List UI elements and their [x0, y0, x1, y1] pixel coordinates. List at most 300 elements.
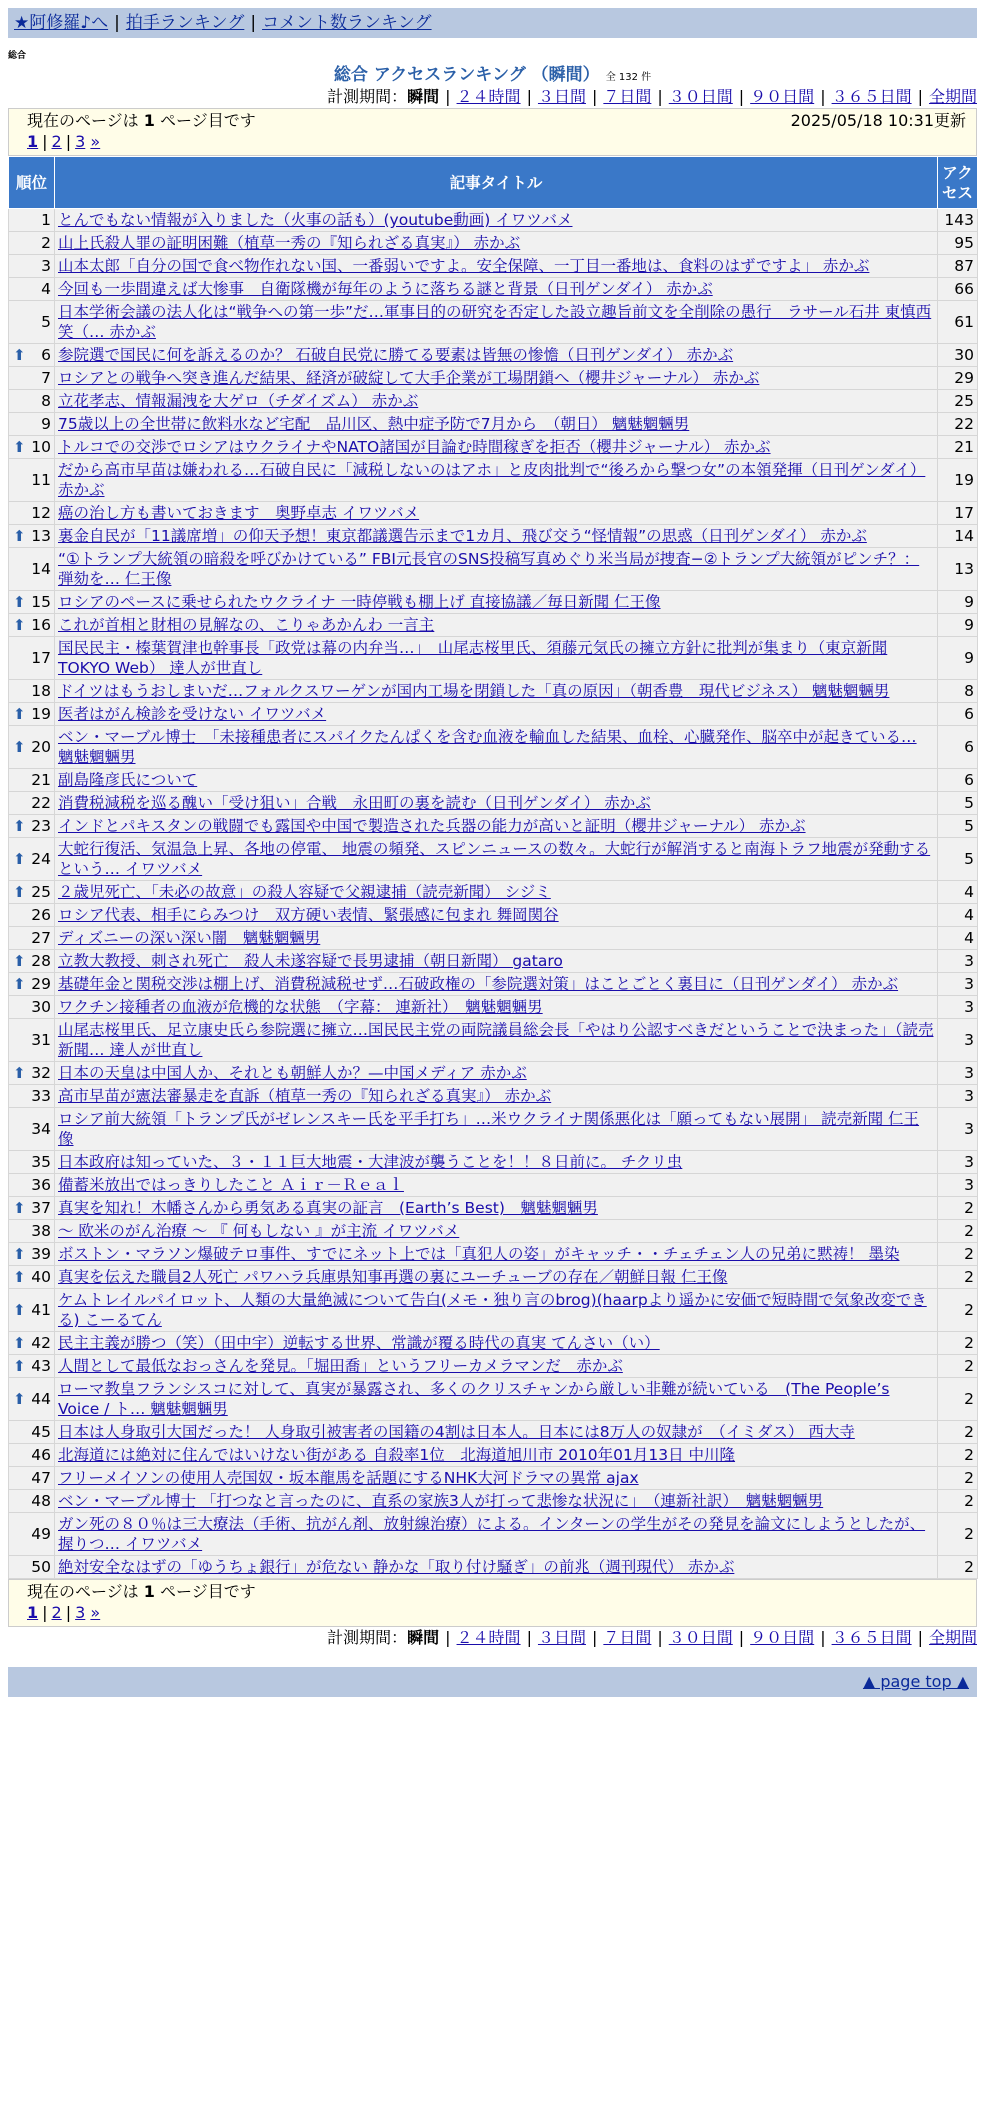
table-row	[9, 232, 978, 255]
pager-separator: |	[42, 132, 48, 151]
rank-number: 47	[31, 1469, 51, 1487]
table-row	[9, 525, 978, 548]
title-cell	[55, 1220, 938, 1243]
rank-number: 27	[31, 929, 51, 947]
up-arrow-icon: ⬆	[13, 346, 26, 364]
table-row	[9, 548, 978, 591]
article-link[interactable]: “①トランプ大統領の暗殺を呼びかけている” FBI元長官のSNS投稿写真めぐり米当局が捜査−②トランプ大統領がピンチ？：弾劾を… 仁王像	[58, 550, 920, 588]
title-cell	[55, 1355, 938, 1378]
title-cell	[55, 927, 938, 950]
rank-cell	[9, 367, 55, 390]
rank-cell	[9, 1243, 55, 1266]
rank-number: 29	[31, 975, 51, 993]
period-label: 計測期間：	[327, 87, 408, 106]
article-link[interactable]: 医者はがん検診を受けない イワツバメ	[58, 705, 327, 723]
rank-cell	[9, 1378, 55, 1421]
article-link[interactable]: 大蛇行復活、気温急上昇、各地の停電、 地震の頻発、スピンニュースの数々。大蛇行が解消すると南海トラフ地震が発動するという… イワツバメ	[58, 840, 931, 878]
period-separator: |	[445, 1628, 451, 1647]
rank-cell	[9, 344, 55, 367]
table-row	[9, 344, 978, 367]
title-cell	[55, 459, 938, 502]
rank-number: 26	[31, 906, 51, 924]
page-links-bottom	[27, 1602, 966, 1624]
title-cell	[55, 1332, 938, 1355]
rank-number: 21	[31, 771, 51, 789]
home-link[interactable]: ★阿修羅♪へ	[14, 13, 109, 33]
rank-number: 22	[31, 794, 51, 812]
title-cell	[55, 1151, 938, 1174]
table-row	[9, 1174, 978, 1197]
page-link-2[interactable]: 2	[51, 132, 62, 151]
pager-separator: |	[42, 1603, 48, 1622]
rank-cell	[9, 255, 55, 278]
rank-number: 1	[41, 211, 51, 229]
rank-number: 13	[31, 527, 51, 545]
up-arrow-icon: ⬆	[13, 1064, 26, 1082]
clap-ranking-link[interactable]: 拍手ランキング	[125, 13, 245, 33]
up-arrow-icon: ⬆	[13, 975, 26, 993]
access-count: 2	[938, 1332, 978, 1355]
title-cell	[55, 680, 938, 703]
article-link[interactable]: 日本は人身取引大国だった！ 人身取引被害者の国籍の4割は日本人。日本には8万人の奴隷が （イミダス） 西大寺	[58, 1423, 855, 1441]
title-cell	[55, 950, 938, 973]
article-link[interactable]: 日本の天皇は中国人か、それとも朝鮮人か？—中国メディア 赤かぶ	[58, 1064, 527, 1082]
title-cell	[55, 881, 938, 904]
current-page-text-bottom: 現在のページは 1 ページ目です	[27, 1582, 256, 1601]
article-link[interactable]: だから高市早苗は嫌われる…石破自民に「減税しないのはアホ」と皮肉批判で“後ろから撃つ女”の本領発揮（日刊ゲンダイ） 赤かぶ	[58, 461, 926, 499]
table-row	[9, 1332, 978, 1355]
table-row	[9, 278, 978, 301]
page-link-2[interactable]: 2	[51, 1603, 62, 1622]
table-row	[9, 1151, 978, 1174]
period-link[interactable]: ９０日間	[750, 1628, 815, 1647]
up-arrow-icon: ⬆	[13, 952, 26, 970]
rank-number: 5	[41, 313, 51, 331]
title-cell	[55, 1421, 938, 1444]
title-cell	[55, 703, 938, 726]
rank-cell	[9, 209, 55, 232]
rank-number: 35	[31, 1153, 51, 1171]
next-page-link[interactable]: »	[90, 132, 101, 151]
current-page-text: 現在のページは 1 ページ目です	[27, 111, 256, 130]
comment-ranking-link[interactable]: コメント数ランキング	[262, 13, 432, 33]
article-link[interactable]: ロシアとの戦争へ突き進んだ結果、経済が破綻して大手企業が工場閉鎖へ（櫻井ジャーナル） 赤かぶ	[58, 369, 760, 387]
access-count: 6	[938, 726, 978, 769]
article-link[interactable]: 山尾志桜里氏、足立康史氏ら参院選に擁立…国民民主党の両院議員総会長「やはり公認すべきだということで決まった」（読売新聞… 達人が世直し	[58, 1021, 934, 1059]
rank-number: 8	[41, 392, 51, 410]
up-arrow-icon: ⬆	[13, 738, 26, 756]
table-row	[9, 815, 978, 838]
title-cell	[55, 1490, 938, 1513]
title-cell	[55, 1289, 938, 1332]
access-count: 25	[938, 390, 978, 413]
rank-cell	[9, 548, 55, 591]
title-column-header: 記事タイトル	[55, 157, 938, 209]
table-row	[9, 1019, 978, 1062]
title-cell	[55, 1243, 938, 1266]
rank-cell	[9, 1266, 55, 1289]
period-current: 瞬間	[407, 1628, 440, 1647]
rank-number: 39	[31, 1245, 51, 1263]
article-link[interactable]: ワクチン接種者の血液が危機的な状態 （字幕： 連新社） 魑魅魍魎男	[58, 998, 543, 1016]
pager-separator: |	[65, 1603, 72, 1622]
rank-cell	[9, 1490, 55, 1513]
title-cell	[55, 769, 938, 792]
rank-number: 45	[31, 1423, 51, 1441]
article-link[interactable]: インドとパキスタンの戦闘でも露国や中国で製造された兵器の能力が高いと証明（櫻井ジャーナル） 赤かぶ	[58, 817, 806, 835]
nav-separator: |	[250, 13, 257, 33]
table-row	[9, 996, 978, 1019]
rank-number: 6	[41, 346, 51, 364]
rank-cell	[9, 680, 55, 703]
article-link[interactable]: ドイツはもうおしまいだ…フォルクスワーゲンが国内工場を閉鎖した「真の原因」（朝香豊 現代ビジネス） 魑魅魍魎男	[58, 682, 890, 700]
access-count: 14	[938, 525, 978, 548]
article-link[interactable]: 立教大教授、刺され死亡 殺人未遂容疑で長男逮捕（朝日新聞） gataro	[58, 952, 563, 970]
rank-cell	[9, 973, 55, 996]
rank-number: 36	[31, 1176, 51, 1194]
up-arrow-icon: ⬆	[13, 850, 26, 868]
table-row	[9, 927, 978, 950]
rank-cell	[9, 614, 55, 637]
page-link-1[interactable]: 1	[27, 1603, 39, 1622]
title-cell	[55, 232, 938, 255]
rank-cell	[9, 1332, 55, 1355]
rank-cell	[9, 1513, 55, 1556]
article-link[interactable]: ロシア前大統領「トランプ氏がゼレンスキー氏を平手打ち」…米ウクライナ関係悪化は「願ってもない展開」 読売新聞 仁王像	[58, 1110, 920, 1148]
rank-cell	[9, 1289, 55, 1332]
rank-number: 31	[31, 1031, 51, 1049]
article-link[interactable]: 〜 欧米のがん治療 〜 『 何もしない 』が主流 イワツバメ	[58, 1222, 460, 1240]
access-count: 3	[938, 950, 978, 973]
article-link[interactable]: 消費税減税を巡る醜い「受け狙い」合戦 永田町の裏を読む（日刊ゲンダイ） 赤かぶ	[58, 794, 651, 812]
title-cell	[55, 1174, 938, 1197]
article-link[interactable]: ２歳児死亡、「未必の故意」の殺人容疑で父親逮捕（読売新聞） シジミ	[58, 883, 551, 901]
rank-number: 19	[31, 705, 51, 723]
rank-cell	[9, 1421, 55, 1444]
access-count: 13	[938, 548, 978, 591]
rank-cell	[9, 838, 55, 881]
period-link[interactable]: ９０日間	[750, 87, 815, 106]
rank-number: 7	[41, 369, 51, 387]
page-title-text: 総合 アクセスランキング （瞬間）	[333, 65, 600, 85]
access-count: 3	[938, 973, 978, 996]
access-count: 143	[938, 209, 978, 232]
rank-cell	[9, 1174, 55, 1197]
title-cell	[55, 591, 938, 614]
article-link[interactable]: ローマ教皇フランシスコに対して、真実が暴露され、多くのクリスチャンから厳しい非難が続いている (The People’s Voice / ト… 魑魅魍魎男	[58, 1380, 890, 1418]
article-link[interactable]: これが首相と財相の見解なの、こりゃあかんわ 一言主	[58, 616, 435, 634]
access-count: 9	[938, 591, 978, 614]
rank-number: 10	[31, 438, 51, 456]
access-count: 2	[938, 1197, 978, 1220]
article-link[interactable]: ベン・マーブル博士 「未接種患者にスパイクたんぱくを含む血液を輸血した結果、血栓、心臓発作、脳卒中が起きている… 魑魅魍魎男	[58, 728, 917, 766]
article-link[interactable]: 今回も一歩間違えば大惨事 自衛隊機が毎年のように落ちる謎と背景（日刊ゲンダイ） 赤かぶ	[58, 280, 713, 298]
table-row	[9, 1355, 978, 1378]
up-arrow-icon: ⬆	[13, 438, 26, 456]
table-row	[9, 459, 978, 502]
period-link[interactable]: ２４時間	[456, 87, 521, 106]
access-count: 9	[938, 637, 978, 680]
article-link[interactable]: 立花孝志、情報漏洩を大ゲロ（チダイズム） 赤かぶ	[58, 392, 419, 410]
title-cell	[55, 548, 938, 591]
article-link[interactable]: ケムトレイルパイロット、人類の大量絶滅について告白(メモ・独り言のbrog)(haarpより遥かに安価で短時間で気象改変できる) こーるてん	[58, 1291, 927, 1329]
table-row	[9, 703, 978, 726]
rank-cell	[9, 413, 55, 436]
access-count: 3	[938, 1085, 978, 1108]
access-count: 2	[938, 1243, 978, 1266]
page-link-3[interactable]: 3	[75, 1603, 86, 1622]
title-cell	[55, 815, 938, 838]
rank-cell	[9, 1444, 55, 1467]
title-cell	[55, 838, 938, 881]
article-link[interactable]: 民主主義が勝つ（笑）（田中宇）逆転する世界、常識が覆る時代の真実 てんさい（い）	[58, 1334, 660, 1352]
article-link[interactable]: ロシア代表、相手にらみつけ 双方硬い表情、緊張感に包まれ 舞岡関谷	[58, 906, 559, 924]
period-current: 瞬間	[407, 87, 440, 106]
ranking-table	[8, 156, 978, 1579]
rank-number: 40	[31, 1268, 51, 1286]
up-arrow-icon: ⬆	[13, 817, 26, 835]
rank-cell	[9, 1062, 55, 1085]
up-arrow-icon: ⬆	[13, 1357, 26, 1375]
period-separator: |	[738, 1628, 745, 1647]
article-link[interactable]: 人間として最低なおっさんを発見。「堀田喬」というフリーカメラマンだ 赤かぶ	[58, 1357, 623, 1375]
title-cell	[55, 255, 938, 278]
top-nav	[8, 8, 977, 38]
title-cell	[55, 726, 938, 769]
article-link[interactable]: トルコでの交渉でロシアはウクライナやNATO諸国が目論む時間稼ぎを拒否（櫻井ジャーナル） 赤かぶ	[58, 438, 771, 456]
up-arrow-icon: ⬆	[13, 705, 26, 723]
table-header-row	[9, 157, 978, 209]
period-selector-bottom	[8, 1627, 977, 1649]
article-link[interactable]: 絶対安全なはずの「ゆうちょ銀行」が危ない 静かな「取り付け騒ぎ」の前兆（週刊現代） 赤かぶ	[58, 1558, 735, 1576]
article-link[interactable]: 癌の治し方も書いておきます 奥野卓志 イワツバメ	[58, 504, 420, 522]
access-count: 4	[938, 927, 978, 950]
article-link[interactable]: 副島隆彦氏について	[58, 771, 198, 789]
access-count: 3	[938, 1151, 978, 1174]
table-row	[9, 1513, 978, 1556]
rank-cell	[9, 1108, 55, 1151]
rank-cell	[9, 502, 55, 525]
article-link[interactable]: 山本太郎「自分の国で食べ物作れない国、一番弱いですよ。安全保障、一丁目一番地は、食料のはずですよ」 赤かぶ	[58, 257, 870, 275]
period-link[interactable]: 全期間	[928, 87, 977, 106]
table-row	[9, 255, 978, 278]
article-link[interactable]: ベン・マーブル博士 「打つなと言ったのに、直系の家族3人が打って悲惨な状況に」 （連新社訳） 魑魅魍魎男	[58, 1492, 824, 1510]
article-link[interactable]: ロシアのペースに乗せられたウクライナ 一時停戦も棚上げ 直接協議／毎日新聞 仁王像	[58, 593, 661, 611]
rank-number: 17	[31, 649, 51, 667]
rank-number: 16	[31, 616, 51, 634]
rank-cell	[9, 792, 55, 815]
article-link[interactable]: 備蓄米放出ではっきりしたこと Ａｉｒ－Ｒｅａｌ	[58, 1176, 404, 1194]
rank-number: 37	[31, 1199, 51, 1217]
rank-number: 32	[31, 1064, 51, 1082]
table-row	[9, 726, 978, 769]
rank-cell	[9, 1355, 55, 1378]
access-count: 5	[938, 838, 978, 881]
rank-number: 18	[31, 682, 51, 700]
title-cell	[55, 390, 938, 413]
table-row	[9, 1266, 978, 1289]
article-link[interactable]: 裏金自民が「11議席増」の仰天予想！東京都議選告示まで1カ月、飛び交う“怪情報”の思惑（日刊ゲンダイ） 赤かぶ	[58, 527, 867, 545]
access-count: 29	[938, 367, 978, 390]
table-row	[9, 1378, 978, 1421]
rank-number: 49	[31, 1525, 51, 1543]
article-link[interactable]: 75歳以上の全世帯に飲料水など宅配 品川区、熱中症予防で7月から （朝日） 魑魅魍魎男	[58, 415, 690, 433]
table-row	[9, 881, 978, 904]
rank-number: 48	[31, 1492, 51, 1510]
up-arrow-icon: ⬆	[13, 593, 26, 611]
title-cell	[55, 301, 938, 344]
table-row	[9, 904, 978, 927]
article-link[interactable]: 真実を知れ！木幡さんから勇気ある真実の証言 (Earth’s Best) 魑魅魍魎男	[58, 1199, 598, 1217]
title-cell	[55, 1108, 938, 1151]
article-link[interactable]: ディズニーの深い深い闇 魑魅魍魎男	[58, 929, 321, 947]
title-cell	[55, 525, 938, 548]
table-row	[9, 769, 978, 792]
rank-number: 28	[31, 952, 51, 970]
rank-number: 50	[31, 1558, 51, 1576]
table-row	[9, 1197, 978, 1220]
rank-number: 12	[31, 504, 51, 522]
rank-number: 15	[31, 593, 51, 611]
title-cell	[55, 1378, 938, 1421]
table-row	[9, 1062, 978, 1085]
article-link[interactable]: ガン死の８０％は三大療法（手術、抗がん剤、放射線治療）による。インターンの学生がその発見を論文にしようとしたが、握りつ… イワツバメ	[58, 1515, 926, 1553]
access-count: 61	[938, 301, 978, 344]
article-link[interactable]: 北海道には絶対に住んではいけない街がある 自殺率1位 北海道旭川市 2010年01月13日 中川隆	[58, 1446, 736, 1464]
access-count: 2	[938, 1556, 978, 1579]
period-link[interactable]: ３日間	[537, 1628, 586, 1647]
rank-cell	[9, 996, 55, 1019]
table-row	[9, 838, 978, 881]
access-count: 2	[938, 1444, 978, 1467]
period-link[interactable]: 全期間	[928, 1628, 977, 1647]
table-row	[9, 1556, 978, 1579]
rank-number: 30	[31, 998, 51, 1016]
table-row	[9, 950, 978, 973]
rank-column-header: 順位	[9, 157, 55, 209]
page-link-1[interactable]: 1	[27, 132, 39, 151]
period-link[interactable]: ７日間	[603, 87, 652, 106]
rank-cell	[9, 1085, 55, 1108]
rank-cell	[9, 278, 55, 301]
rank-number: 33	[31, 1087, 51, 1105]
rank-cell	[9, 232, 55, 255]
up-arrow-icon: ⬆	[13, 527, 26, 545]
table-row	[9, 1289, 978, 1332]
title-cell	[55, 1197, 938, 1220]
table-row	[9, 1490, 978, 1513]
rank-cell	[9, 726, 55, 769]
pager-bottom	[8, 1579, 977, 1627]
article-link[interactable]: フリーメイソンの使用人売国奴・坂本龍馬を話題にするNHK大河ドラマの異常 ajax	[58, 1469, 639, 1487]
rank-cell	[9, 301, 55, 344]
access-count: 2	[938, 1289, 978, 1332]
article-link[interactable]: 真実を伝えた職員2人死亡 パワハラ兵庫県知事再選の裏にユーチューブの存在／朝鮮日報 仁王像	[58, 1268, 728, 1286]
table-row	[9, 1467, 978, 1490]
access-count: 30	[938, 344, 978, 367]
title-cell	[55, 1556, 938, 1579]
access-count: 3	[938, 1108, 978, 1151]
access-count: 4	[938, 904, 978, 927]
page-title	[8, 64, 977, 86]
access-count: 22	[938, 413, 978, 436]
nav-separator: |	[114, 13, 120, 33]
up-arrow-icon: ⬆	[13, 1334, 26, 1352]
rank-number: 38	[31, 1222, 51, 1240]
title-cell	[55, 1266, 938, 1289]
up-arrow-icon: ⬆	[13, 1245, 26, 1263]
period-link[interactable]: ３６５日間	[831, 1628, 912, 1647]
updated-time: 2025/05/18 10:31更新	[790, 111, 966, 130]
period-link[interactable]: ２４時間	[456, 1628, 521, 1647]
access-count: 19	[938, 459, 978, 502]
table-row	[9, 1085, 978, 1108]
period-link[interactable]: ３０日間	[668, 87, 733, 106]
table-row	[9, 1444, 978, 1467]
period-link[interactable]: ３６５日間	[831, 87, 912, 106]
period-separator: |	[917, 1628, 923, 1647]
table-row	[9, 1243, 978, 1266]
rank-cell	[9, 881, 55, 904]
article-link[interactable]: 国民民主・榛葉賀津也幹事長「政党は幕の内弁当…」 山尾志桜里氏、須藤元気氏の擁立方針に批判が集まり（東京新聞TOKYO Web） 達人が世直し	[58, 639, 888, 677]
table-row	[9, 680, 978, 703]
access-count: 6	[938, 769, 978, 792]
title-cell	[55, 502, 938, 525]
rank-number: 23	[31, 817, 51, 835]
access-count: 8	[938, 680, 978, 703]
article-link[interactable]: 参院選で国民に何を訴えるのか？ 石破自民党に勝てる要素は皆無の惨憺（日刊ゲンダイ） 赤かぶ	[58, 346, 734, 364]
page-links	[27, 131, 966, 153]
rank-number: 43	[31, 1357, 51, 1375]
rank-cell	[9, 1220, 55, 1243]
period-separator: |	[820, 1628, 826, 1647]
article-link[interactable]: 高市早苗が憲法審暴走を直訴（植草一秀の『知られざる真実』） 赤かぶ	[58, 1087, 552, 1105]
next-page-link[interactable]: »	[90, 1603, 101, 1622]
period-link[interactable]: ３０日間	[668, 1628, 733, 1647]
article-link[interactable]: ボストン・マラソン爆破テロ事件、すでにネット上では「真犯人の姿」がキャッチ・・チェチェン人の兄弟に黙祷！ 墨染	[58, 1245, 900, 1263]
page-link-3[interactable]: 3	[75, 132, 86, 151]
article-link[interactable]: とんでもない情報が入りました（火事の話も）(youtube動画) イワツバメ	[58, 211, 573, 229]
access-count: 2	[938, 1421, 978, 1444]
article-link[interactable]: 基礎年金と関税交渉は棚上げ、消費税減税せず…石破政権の「参院選対策」はことごとく裏目に（日刊ゲンダイ） 赤かぶ	[58, 975, 899, 993]
up-arrow-icon: ⬆	[13, 1301, 26, 1319]
period-separator: |	[820, 87, 826, 106]
period-link[interactable]: ３日間	[537, 87, 586, 106]
access-count: 3	[938, 1062, 978, 1085]
period-link[interactable]: ７日間	[603, 1628, 652, 1647]
article-link[interactable]: 山上氏殺人罪の証明困難（植草一秀の『知られざる真実』） 赤かぶ	[58, 234, 521, 252]
access-count: 9	[938, 614, 978, 637]
table-row	[9, 390, 978, 413]
access-count: 2	[938, 1378, 978, 1421]
rank-cell	[9, 1197, 55, 1220]
rank-cell	[9, 950, 55, 973]
article-link[interactable]: 日本学術会議の法人化は“戦争への第一歩”だ…軍事目的の研究を否定した設立趣旨前文を全削除の愚行 ラサール石井 東慎西笑（… 赤かぶ	[58, 303, 932, 341]
table-row	[9, 1421, 978, 1444]
table-row	[9, 367, 978, 390]
table-row	[9, 591, 978, 614]
access-count: 2	[938, 1355, 978, 1378]
page-top-link[interactable]: ▲ page top ▲	[862, 1672, 969, 1691]
rank-number: 24	[31, 850, 51, 868]
access-count: 2	[938, 1467, 978, 1490]
period-separator: |	[738, 87, 745, 106]
period-separator: |	[445, 87, 451, 106]
rank-cell	[9, 1151, 55, 1174]
article-link[interactable]: 日本政府は知っていた、３・１１巨大地震・大津波が襲うことを！！８日前に。 チクリ虫	[58, 1153, 683, 1171]
rank-cell	[9, 904, 55, 927]
rank-number: 41	[31, 1301, 51, 1319]
